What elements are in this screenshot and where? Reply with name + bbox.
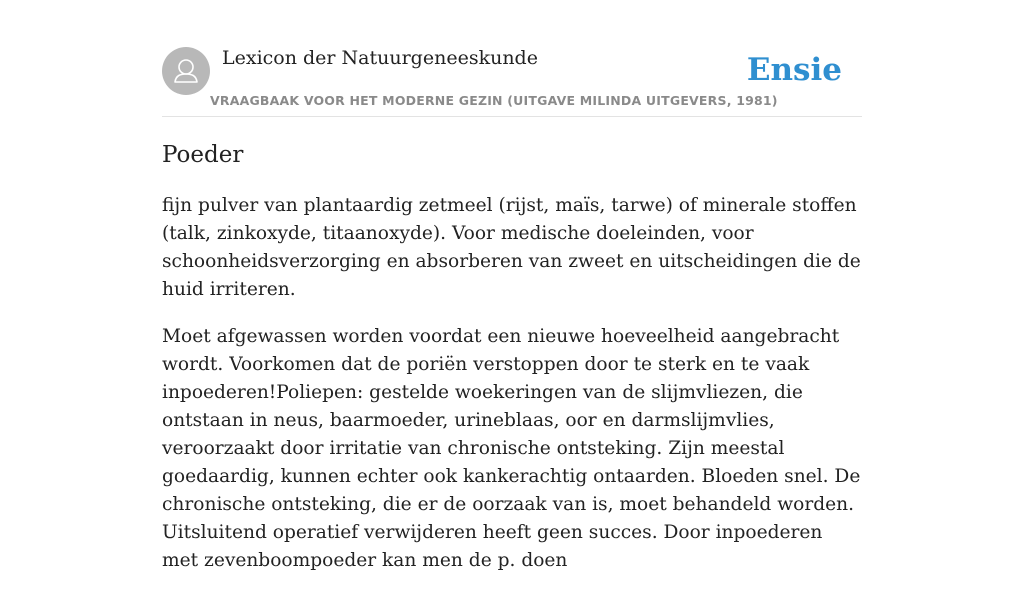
- avatar[interactable]: [162, 47, 210, 95]
- entry-content: [162, 192, 864, 594]
- header: [162, 46, 862, 117]
- user-silhouette-icon: [162, 47, 210, 95]
- entry-title: Poeder: [162, 142, 244, 168]
- lexicon-title[interactable]: Lexicon der Natuurgeneeskunde: [222, 47, 538, 69]
- entry-paragraph: fijn pulver van plantaardig zetmeel (rijst, maïs, tarwe) of minerale stoffen (talk, zinkoxyde, titaanoxyde). Voor medische doeleinden, voor schoonheidsverzorging en absorberen van zweet en uitscheidingen die de huid irriteren.: [162, 195, 861, 300]
- lexicon-subtitle: VRAAGBAAK VOOR HET MODERNE GEZIN (UITGAVE MILINDA UITGEVERS, 1981): [210, 93, 778, 108]
- ensie-logo[interactable]: Ensie: [746, 52, 842, 88]
- entry-paragraph: Moet afgewassen worden voordat een nieuwe hoeveelheid aangebracht wordt. Voorkomen dat de poriën verstoppen door te sterk en te vaak inpoederen!Poliepen: gestelde woekeringen van de slijmvliezen, die ontstaan in neus, baarmoeder, urineblaas, oor en darmslijmvlies, veroorzaakt door irritatie van chronische ontsteking. Zijn meestal goedaardig, kunnen echter ook kankerachtig ontaarden. Bloeden snel. De chronische ontsteking, die er de oorzaak van is, moet behandeld worden. Uitsluitend operatief verwijderen heeft geen succes. Door inpoederen met zevenboompoeder kan men de p. doen: [162, 326, 861, 571]
